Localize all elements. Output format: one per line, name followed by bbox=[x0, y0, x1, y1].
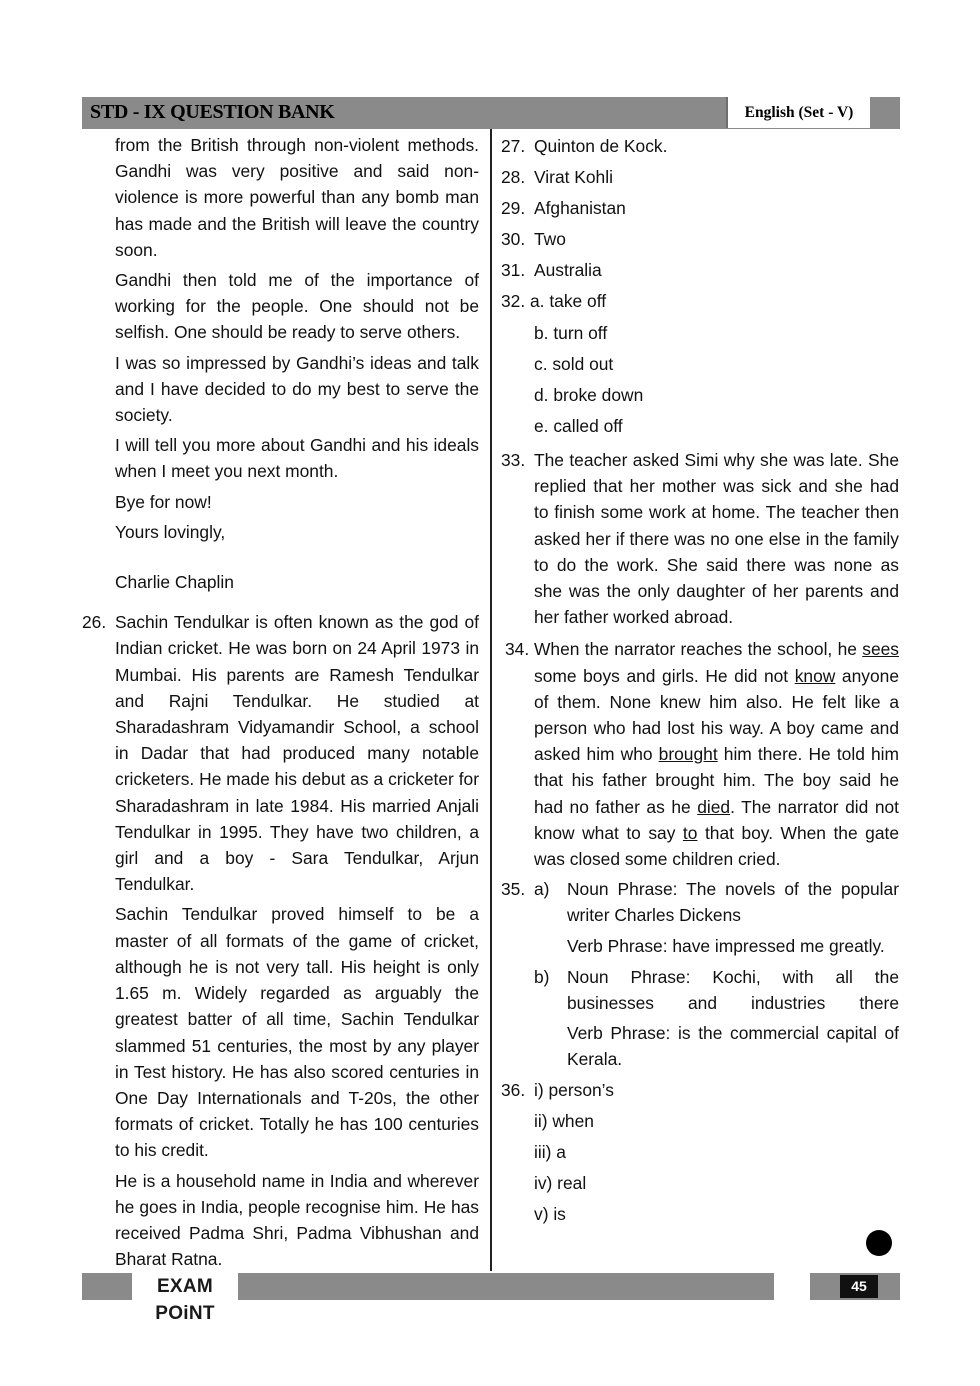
answer-text: . The narrator did not know what to say bbox=[534, 796, 900, 843]
answer-32 bbox=[501, 287, 899, 318]
underlined-word: died bbox=[697, 796, 731, 817]
answer-text: that boy. When the gate was closed some children cried. bbox=[534, 822, 899, 869]
answer-36-item: ii) when bbox=[534, 1110, 594, 1131]
answer-text: The teacher asked Simi why she was late. She replied that her mother was sick and she had to finish some work at home. The teacher then asked her if there was no one else in the family to do the work. She said there was none as she was the only daughter of her parents and her father worked abroad. bbox=[534, 449, 899, 628]
question-number: 31. bbox=[501, 260, 526, 281]
underlined-word: to bbox=[682, 822, 698, 843]
right-column bbox=[501, 132, 899, 1231]
answer-36-item: iv) real bbox=[534, 1172, 587, 1193]
sub-label: b) bbox=[534, 966, 550, 987]
answer-34 bbox=[501, 636, 899, 872]
column-divider bbox=[490, 129, 492, 1271]
letter-paragraph: I will tell you more about Gandhi and his ideals when I meet you next month. bbox=[115, 435, 479, 482]
answer-paragraph: Sachin Tendulkar is often known as the god of Indian cricket. He was born on 24 April 1973 in Mumbai. His parents are Ramesh Tendulkar and Rajni Tendulkar. He studied at Sharadashram Vidyamandir School, a school in Dadar that had produced many notable cricketers. He made his debut as a cricketer for Sharadashram in late 1984. His married Anjali Tendulkar in 1995. They have two children, a girl and a boy - Sara Tendulkar, Arjun Tendulkar. bbox=[115, 612, 479, 895]
question-number: 34. bbox=[505, 639, 530, 660]
answer-27 bbox=[501, 132, 899, 163]
verb-phrase: Verb Phrase: have impressed me greatly. bbox=[567, 935, 885, 956]
answer-30 bbox=[501, 225, 899, 256]
question-number: 30. bbox=[501, 229, 526, 250]
question-number: 28. bbox=[501, 167, 526, 188]
answer-paragraph: Sachin Tendulkar proved himself to be a master of all formats of the game of cricket, although he is not very tall. His height is only 1.65 m. Widely regarded as arguably the greatest batter of all time, Sachin Tendulkar slammed 51 centuries, the most by any player in Test history. He has also scored centuries in One Day Internationals and T-20s, the other formats of cricket. Totally he has 100 centuries to his credit. bbox=[115, 904, 479, 1161]
question-number: 33. bbox=[501, 449, 526, 470]
letter-paragraph: Gandhi then told me of the importance of working for the people. One should not be selfish. One should be ready to serve others. bbox=[115, 270, 479, 343]
answer-32-item: c. sold out bbox=[534, 353, 614, 374]
answer-35 bbox=[501, 876, 899, 1072]
answer-36-item: v) is bbox=[534, 1203, 566, 1224]
letter-paragraph: from the British through non-violent methods. Gandhi was very positive and said non-violence is more powerful than any bomb man has made and the British will leave the country soon. bbox=[115, 135, 479, 260]
underlined-word: sees bbox=[862, 639, 899, 660]
answer-32-item: b. turn off bbox=[534, 322, 608, 343]
question-number: 32. bbox=[501, 291, 526, 312]
header-subject: English (Set - V) bbox=[726, 97, 870, 128]
exampoint-logo: EXAM POiNT bbox=[132, 1273, 238, 1300]
answer-36 bbox=[501, 1076, 899, 1107]
answer-text: some boys and girls. He did not bbox=[534, 665, 795, 686]
question-number: 36. bbox=[501, 1079, 526, 1100]
answer-text: Afghanistan bbox=[534, 198, 626, 219]
left-column bbox=[82, 132, 479, 1272]
verb-phrase: Verb Phrase: is the commercial capital of Kerala. bbox=[567, 1023, 899, 1070]
noun-phrase: Noun Phrase: The novels of the popular writer Charles Dickens bbox=[567, 879, 899, 926]
question-26 bbox=[82, 609, 479, 1272]
answer-35-a bbox=[501, 876, 899, 959]
letter-signature: Charlie Chaplin bbox=[115, 572, 234, 593]
answer-text: Two bbox=[534, 229, 566, 250]
question-number: 27. bbox=[501, 136, 526, 156]
answer-35-b bbox=[501, 964, 899, 1073]
answer-paragraph: He is a household name in India and wherever he goes in India, people recognise him. He has received Padma Shri, Padma Vibhushan and Bharat Ratna. bbox=[115, 1170, 479, 1270]
answer-32-item: d. broke down bbox=[534, 384, 644, 405]
answer-text: When the narrator reaches the school, he bbox=[534, 639, 863, 660]
underlined-word: know bbox=[794, 665, 836, 686]
answer-29 bbox=[501, 194, 899, 225]
answer-31 bbox=[501, 256, 899, 287]
question-number: 29. bbox=[501, 198, 526, 219]
answer-text: him there. He told him that his father brought him. The boy said he had no father as he bbox=[534, 744, 899, 817]
answer-text: i) person’s bbox=[534, 1079, 614, 1100]
page-number: 45 bbox=[840, 1275, 878, 1298]
question-number: 35. bbox=[501, 879, 526, 900]
letter-bye: Bye for now! bbox=[115, 491, 212, 512]
answer-32-item: e. called off bbox=[534, 415, 623, 436]
black-dot-marker bbox=[866, 1230, 892, 1256]
answer-33 bbox=[501, 447, 899, 630]
noun-phrase: Noun Phrase: Kochi, with all the businesses and industries there bbox=[567, 966, 899, 1013]
letter-closing: Yours lovingly, bbox=[115, 521, 226, 542]
answer-text: Virat Kohli bbox=[534, 167, 613, 188]
underlined-word: brought bbox=[658, 744, 718, 765]
answer-36-item: iii) a bbox=[534, 1141, 566, 1162]
answer-text: a. take off bbox=[530, 291, 607, 312]
answer-text: Quinton de Kock. bbox=[534, 136, 668, 156]
question-number: 26. bbox=[82, 612, 107, 633]
answer-text: Australia bbox=[534, 260, 602, 281]
answer-text: anyone of them. None knew him also. He felt like a person who had lost his way. A boy came and asked him who bbox=[534, 665, 899, 765]
header-title: STD - IX QUESTION BANK bbox=[90, 101, 335, 123]
letter-paragraph: I was so impressed by Gandhi’s ideas and talk and I have decided to do my best to serve the society. bbox=[115, 352, 479, 426]
sub-label: a) bbox=[534, 879, 550, 900]
answer-28 bbox=[501, 163, 899, 194]
